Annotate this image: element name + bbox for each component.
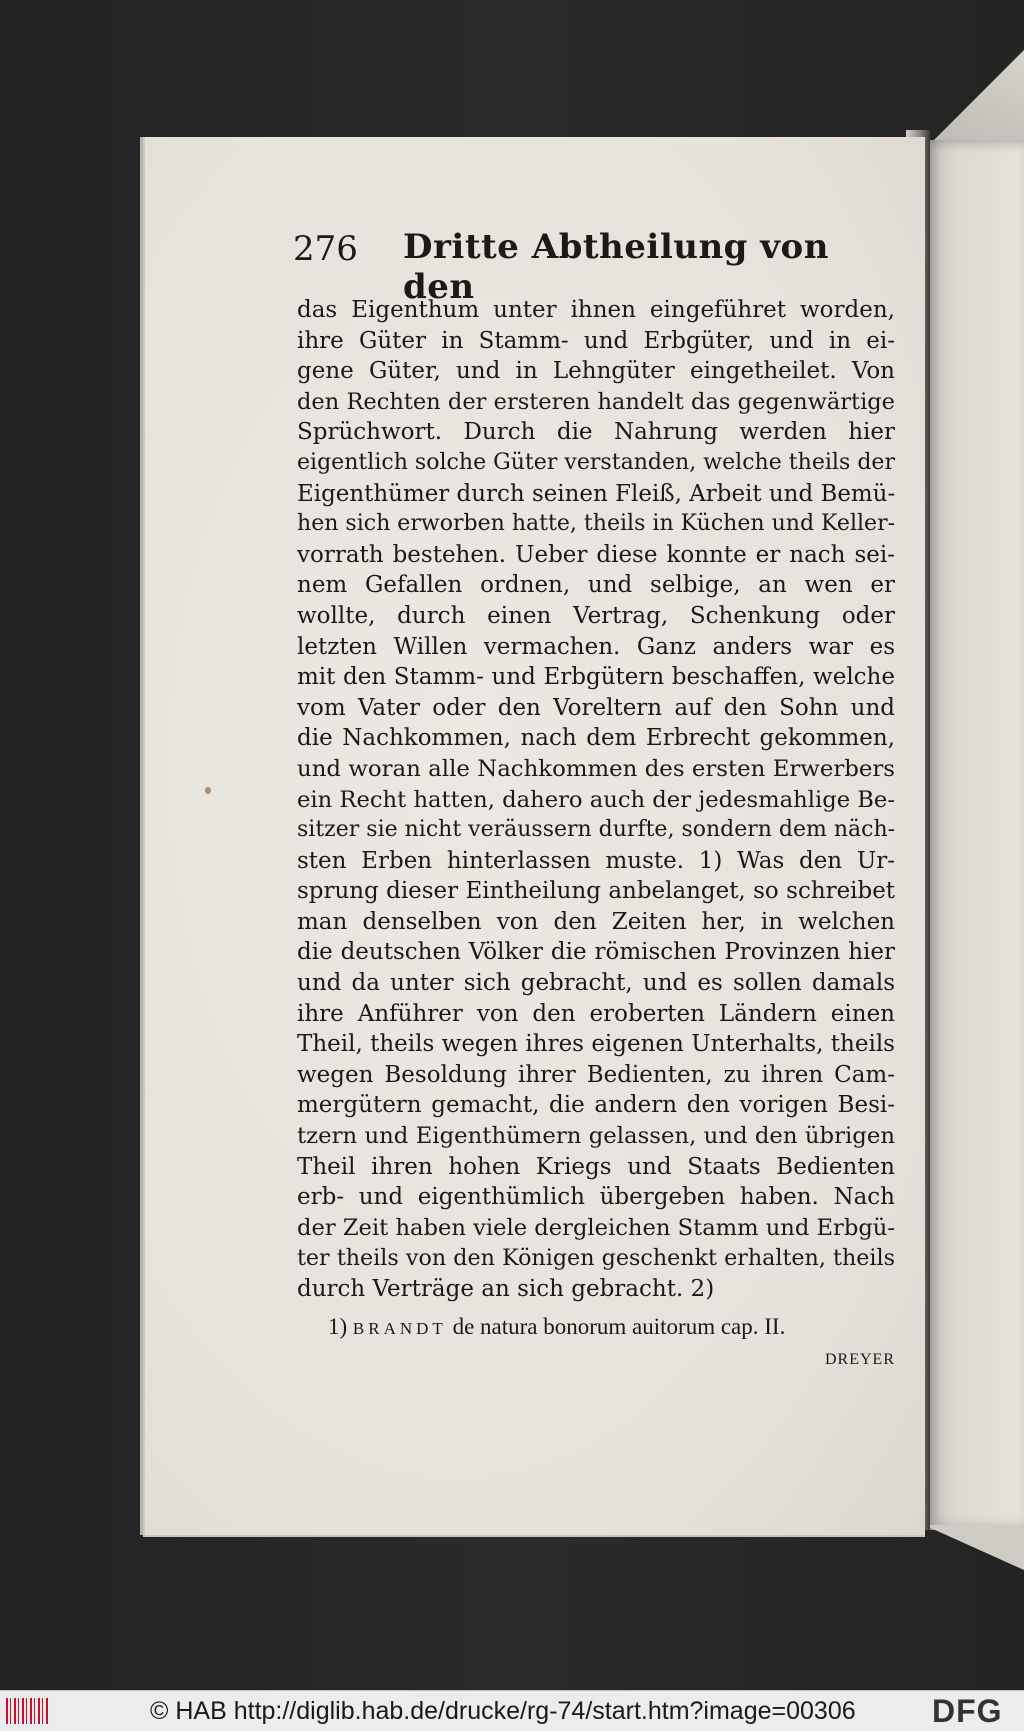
text-line: ihre Güter in Stamm- und Erbgüter, und in ei- [297,327,895,354]
text-line: sprung dieser Eintheilung anbelanget, so schreibet [297,878,895,905]
text-line: wollte, durch einen Vertrag, Schenkung oder [297,602,895,629]
text-line: die deutschen Völker die römischen Provinzen hier [297,939,895,966]
text-line: mergütern gemacht, die andern den vorigen Besi- [297,1092,895,1119]
text-line: gene Güter, und in Lehngüter eingetheilet. Von [297,358,895,385]
text-line: durch Verträge an sich gebracht. 2) [297,1276,715,1302]
footnote-marker: 1) [328,1314,348,1339]
barcode-icon [6,1698,48,1724]
catchword: DREYER [825,1351,895,1368]
next-page-bleed-through [935,290,1024,1350]
body-text [297,295,895,1305]
page-header [293,223,853,307]
running-title: Dritte Abtheilung von den [403,227,829,307]
text-line: und da unter sich gebracht, und es sollen damals [297,970,895,997]
copyright-link[interactable]: © HAB http://diglib.hab.de/drucke/rg-74/start.htm?image=00306 [150,1697,856,1725]
text-line: und woran alle Nachkommen des ersten Erwerbers [297,755,895,782]
text-line: vom Vater oder den Voreltern auf den Sohn und [297,694,895,721]
text-line: Sprüchwort. Durch die Nahrung werden hier [297,419,895,446]
text-line: Eigenthümer durch seinen Fleiß, Arbeit und Bemü- [297,480,896,507]
text-line: den Rechten der ersteren handelt das gegenwärtige [297,388,895,415]
text-line: letzten Willen vermachen. Ganz anders war es [297,633,895,660]
dfg-logo: DFG [932,1693,1003,1729]
paper-speck [205,787,211,794]
text-line: die Nachkommen, nach dem Erbrecht gekommen, [297,725,895,752]
text-line: ter theils von den Königen geschenkt erhalten, theils [297,1245,895,1272]
text-line: Theil, theils wegen ihres eigenen Unterhalts, theils [297,1031,895,1058]
footnote-text: de natura bonorum auitorum cap. II. [452,1314,786,1339]
footnote-author: BRANDT [352,1319,447,1338]
text-line: man denselben von den Zeiten her, in welchen [297,908,895,935]
text-line: erb- und eigenthümlich übergeben haben. Nach [297,1184,895,1211]
text-line: wegen Besoldung ihrer Bedienten, zu ihren Cam- [297,1061,895,1088]
text-line: nem Gefallen ordnen, und selbige, an wen er [297,572,895,599]
text-line: tzern und Eigenthümern gelassen, und den übrigen [297,1123,895,1150]
text-line: der Zeit haben viele dergleichen Stamm und Erbgü- [297,1214,895,1241]
book-page [143,137,925,1535]
text-line: sitzer sie nicht veräussern durfte, sondern dem näch- [297,817,896,843]
text-line: Theil ihren hohen Kriegs und Staats Bedienten [297,1153,895,1180]
text-line: eigentlich solche Güter verstanden, welche theils der [297,449,895,475]
text-line: vorrath bestehen. Ueber diese konnte er nach sei- [297,541,895,568]
text-line: ein Recht hatten, dahero auch der jedesmahlige Be- [297,786,895,813]
text-line: sten Erben hinterlassen muste. 1) Was den Ur- [297,847,895,874]
footer-bar [0,1690,1024,1731]
page-number: 276 [293,229,358,269]
footnote [328,1314,895,1340]
text-line: ihre Anführer von den eroberten Ländern einen [297,1000,895,1027]
text-line: hen sich erworben hatte, theils in Küchen und Keller- [297,511,896,537]
text-line: das Eigenthum unter ihnen eingeführet worden, [297,297,895,323]
text-line: mit den Stamm- und Erbgütern beschaffen, welche [297,664,895,691]
